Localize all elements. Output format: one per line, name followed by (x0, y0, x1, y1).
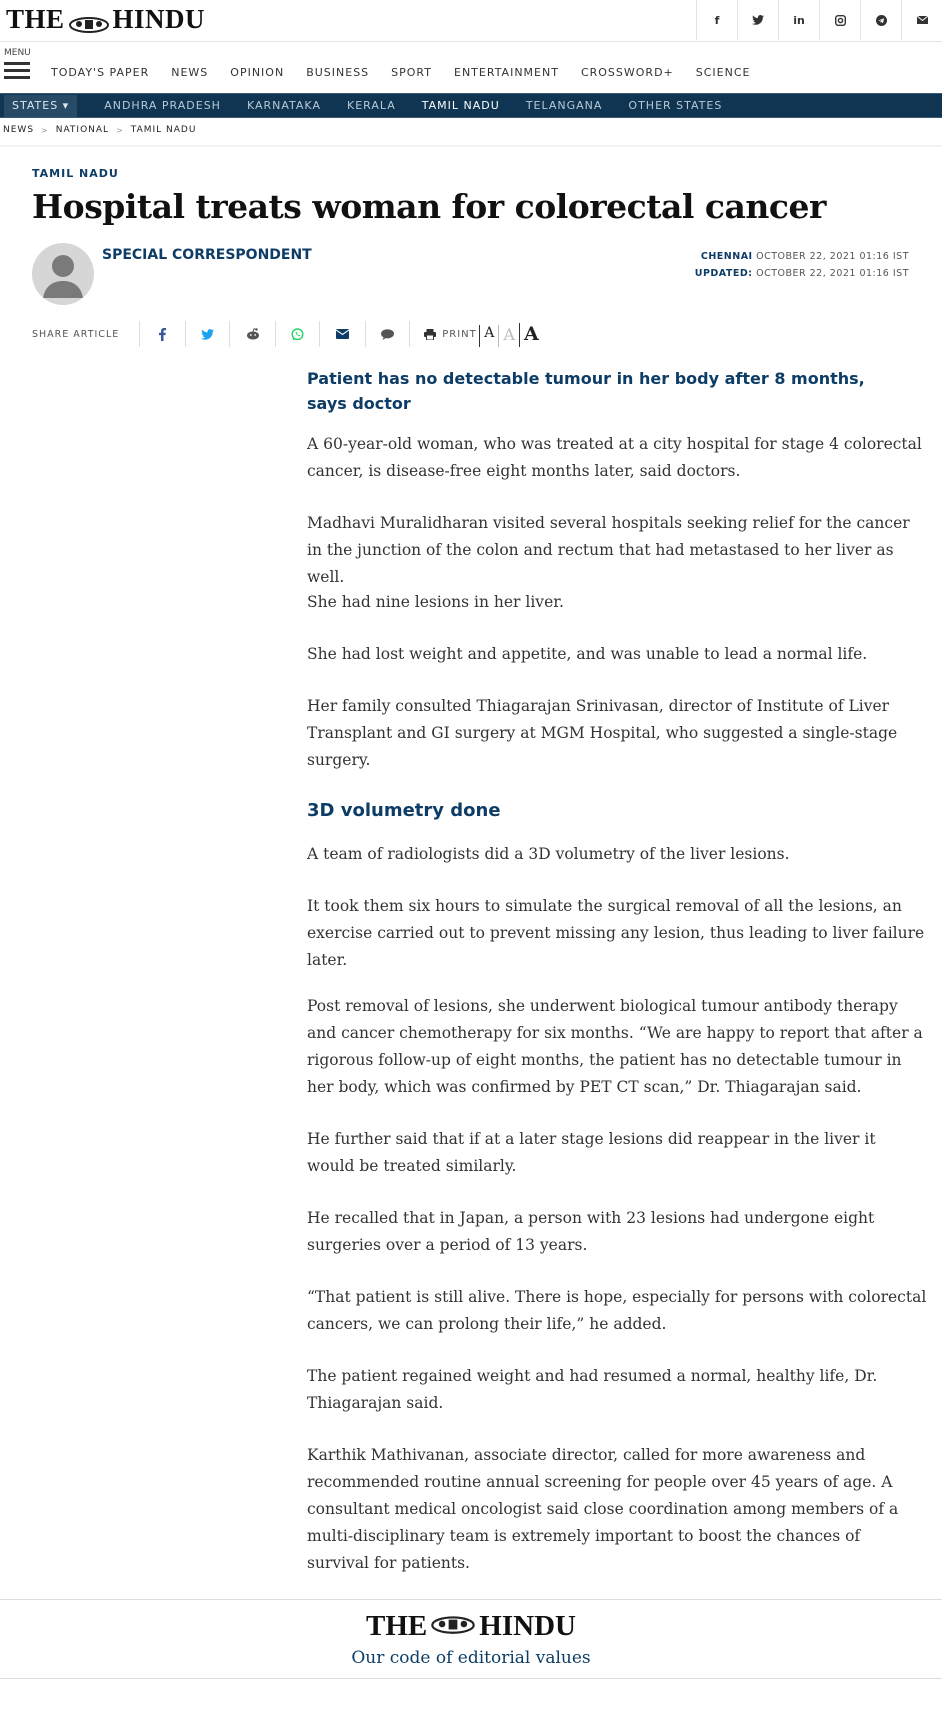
state-other-states[interactable]: OTHER STATES (628, 99, 723, 112)
author-avatar (32, 243, 94, 305)
states-nav (0, 93, 942, 118)
article-title: Hospital treats woman for colorectal cancer (32, 187, 826, 226)
font-size-controls (479, 321, 542, 347)
article-dates (695, 248, 909, 282)
footer-logo-emblem-icon (429, 1610, 477, 1638)
top-bar (0, 0, 942, 42)
nav-item-opinion[interactable]: OPINION (230, 66, 285, 79)
nav-item-news[interactable]: NEWS (171, 66, 209, 79)
print-label: PRINT (442, 328, 477, 340)
paragraph: The patient regained weight and had resumed a normal, healthy life, Dr. Thiagarajan said. (307, 1367, 878, 1412)
main-nav-row (0, 42, 942, 92)
paragraph: She had lost weight and appetite, and was unable to lead a normal life. (307, 645, 868, 663)
nav-item-business[interactable]: BUSINESS (306, 66, 370, 79)
instagram-icon[interactable] (819, 0, 860, 40)
footer-logo[interactable] (0, 1610, 942, 1643)
share-bar (32, 320, 543, 348)
share-reddit-icon[interactable] (229, 321, 275, 347)
paragraph: He recalled that in Japan, a person with 23 lesions had undergone eight surgeries over a period of 13 years. (307, 1209, 875, 1254)
logo-emblem-icon (67, 10, 111, 30)
breadcrumb (3, 125, 196, 135)
state-karnataka[interactable]: KARNATAKA (246, 99, 321, 112)
telegram-icon[interactable] (860, 0, 901, 40)
menu-label: MENU (4, 48, 31, 58)
nav-item-crossword[interactable]: CROSSWORD+ (580, 66, 674, 79)
social-links (696, 0, 942, 40)
print-icon (424, 329, 436, 340)
nav-item-entertainment[interactable]: ENTERTAINMENT (454, 66, 559, 79)
published-date: OCTOBER 22, 2021 01:16 IST (756, 251, 909, 262)
main-nav (51, 66, 772, 79)
paragraph: Karthik Mathivanan, associate director, called for more awareness and recommended routine annual screening for people over 45 years of age. A consultant medical oncologist said close coordination among members of a multi-disciplinary team is extremely important to boost the chances of survival for patients. (307, 1446, 899, 1572)
logo-text-right: HINDU (112, 4, 206, 34)
hamburger-menu-icon[interactable] (4, 62, 30, 80)
breadcrumb-separator-icon: > (41, 125, 49, 135)
site-logo[interactable] (6, 4, 205, 35)
share-facebook-icon[interactable] (139, 321, 185, 347)
author-name[interactable]: SPECIAL CORRESPONDENT (102, 247, 312, 263)
article-standfirst: Patient has no detectable tumour in her body after 8 months, says doctor (307, 369, 865, 413)
paragraph: A team of radiologists did a 3D volumetry of the liver lesions. (307, 845, 790, 863)
updated-label: UPDATED: (694, 268, 753, 279)
updated-date: OCTOBER 22, 2021 01:16 IST (756, 268, 909, 279)
breadcrumb-national[interactable]: NATIONAL (55, 125, 110, 135)
font-size-medium[interactable]: A (498, 325, 519, 347)
paragraph: Her family consulted Thiagarajan Srinivasan, director of Institute of Liver Transplant and GI surgery at MGM Hospital, who suggested a single-stage surgery. (307, 697, 898, 769)
state-kerala[interactable]: KERALA (346, 99, 396, 112)
footer-divider-bottom (0, 1678, 942, 1679)
paragraph: Post removal of lesions, she underwent biological tumour antibody therapy and cancer chemotherapy for six months. “We are happy to report that after a rigorous follow-up of eight months, the patient has no detectable tumour in her body, which was confirmed by PET CT scan,” Dr. Thiagarajan said. (307, 997, 923, 1096)
state-andhra-pradesh[interactable]: ANDHRA PRADESH (104, 99, 221, 112)
twitter-icon[interactable] (737, 0, 778, 40)
dateline-place: CHENNAI (700, 251, 753, 262)
paragraph: A 60-year-old woman, who was treated at a city hospital for stage 4 colorectal cancer, is disease-free eight months later, said doctors. (307, 435, 922, 480)
nav-item-sport[interactable]: SPORT (391, 66, 432, 79)
breadcrumb-tamil-nadu[interactable]: TAMIL NADU (130, 125, 197, 135)
logo-text-left: THE (6, 4, 65, 34)
share-twitter-icon[interactable] (185, 321, 229, 347)
nav-item-science[interactable]: SCIENCE (695, 66, 751, 79)
facebook-icon[interactable]: f (696, 0, 737, 40)
paragraph: “That patient is still alive. There is hope, especially for persons with colorectal cancers, we can prolong their life,” he added. (307, 1288, 927, 1333)
paragraph: It took them six hours to simulate the surgical removal of all the lesions, an exercise carried out to prevent missing any lesion, thus leading to liver failure later. (307, 897, 925, 969)
states-dropdown-button[interactable]: STATES ▾ (4, 95, 77, 117)
section-tag[interactable]: TAMIL NADU (32, 167, 119, 180)
paragraph: She had nine lesions in her liver. (307, 593, 564, 611)
font-size-small[interactable]: A (479, 325, 498, 347)
footer-logo-left: THE (366, 1610, 428, 1642)
share-email-icon[interactable] (319, 321, 365, 347)
share-label: SHARE ARTICLE (32, 328, 120, 340)
print-button[interactable] (409, 321, 479, 347)
state-telangana[interactable]: TELANGANA (525, 99, 603, 112)
section-subheading: 3D volumetry done (307, 800, 501, 821)
footer-divider (0, 1599, 942, 1600)
paragraph: He further said that if at a later stage lesions did reappear in the liver it would be treated similarly. (307, 1130, 876, 1175)
email-icon[interactable] (901, 0, 942, 40)
share-whatsapp-icon[interactable] (275, 321, 319, 347)
paragraph: Madhavi Muralidharan visited several hospitals seeking relief for the cancer in the junction of the colon and rectum that had metastased to her liver as well. (307, 514, 910, 586)
breadcrumb-separator-icon: > (116, 125, 124, 135)
editorial-values-link[interactable]: Our code of editorial values (351, 1648, 591, 1668)
state-tamil-nadu[interactable]: TAMIL NADU (421, 99, 500, 112)
breadcrumb-news[interactable]: NEWS (3, 125, 35, 135)
font-size-large[interactable]: A (519, 323, 543, 347)
comment-icon[interactable] (365, 321, 409, 347)
footer-logo-right: HINDU (479, 1610, 576, 1642)
linkedin-icon[interactable]: in (778, 0, 819, 40)
nav-item-todays-paper[interactable]: TODAY'S PAPER (51, 66, 150, 79)
